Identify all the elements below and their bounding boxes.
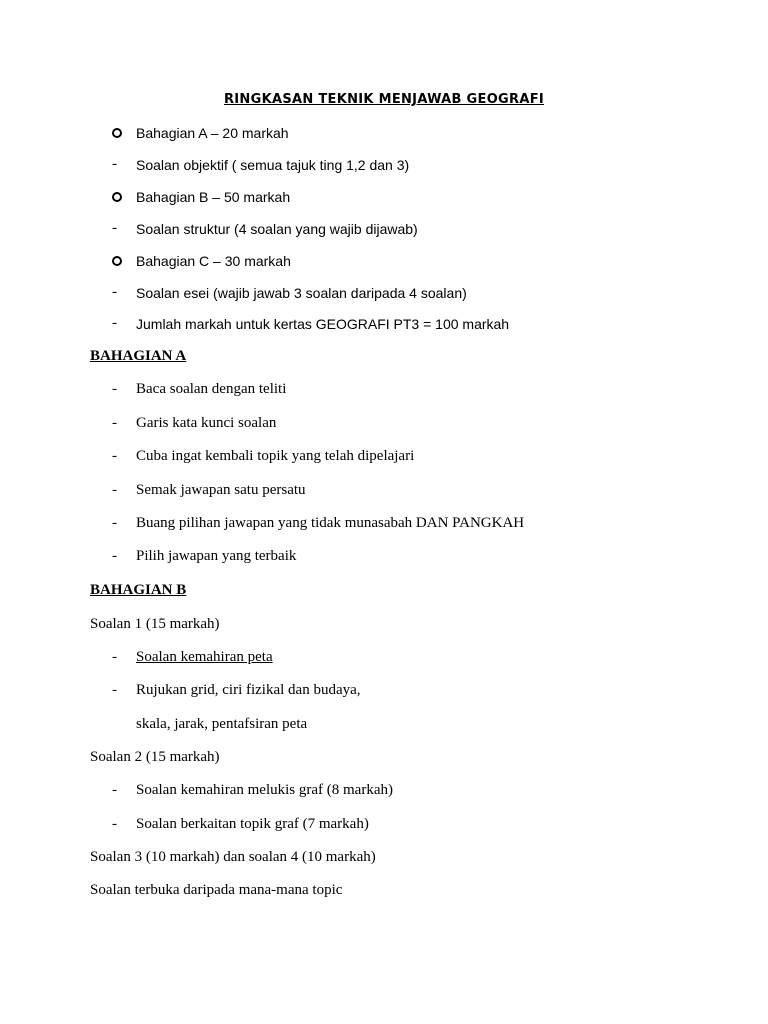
dash-marker: - [112,315,117,331]
list-item: Pilih jawapan yang terbaik [136,548,297,564]
summary-item: Soalan struktur (4 soalan yang wajib dijawab) [136,221,418,237]
list-item: Rujukan grid, ciri fizikal dan budaya, [136,682,361,698]
bullet-icon [112,256,122,266]
section-heading-bahagian-a: BAHAGIAN A [90,348,187,364]
summary-item: Jumlah markah untuk kertas GEOGRAFI PT3 = 100 markah [136,316,510,332]
bullet-icon [112,192,122,202]
list-item: Garis kata kunci soalan [136,415,277,431]
dash-marker: - [112,782,117,798]
dash-marker: - [112,816,117,832]
summary-item: Bahagian B – 50 markah [136,189,291,205]
list-item: Semak jawapan satu persatu [136,482,306,498]
question-label: Soalan 3 (10 markah) dan soalan 4 (10 markah) [90,849,376,865]
summary-item: Soalan objektif ( semua tajuk ting 1,2 dan 3) [136,157,410,173]
list-item: Soalan berkaitan topik graf (7 markah) [136,816,369,832]
document-title: RINGKASAN TEKNIK MENJAWAB GEOGRAFI [223,92,545,107]
dash-marker: - [112,448,117,464]
question-label: Soalan 2 (15 markah) [90,749,220,765]
dash-marker: - [112,220,117,236]
dash-marker: - [112,415,117,431]
list-item: Soalan kemahiran melukis graf (8 markah) [136,782,393,798]
dash-marker: - [112,649,117,665]
dash-marker: - [112,156,117,172]
list-item: Cuba ingat kembali topik yang telah dipelajari [136,448,415,464]
dash-marker: - [112,548,117,564]
paragraph: Soalan terbuka daripada mana-mana topic [90,882,343,898]
section-heading-bahagian-b: BAHAGIAN B [90,582,187,598]
dash-marker: - [112,515,117,531]
bullet-icon [112,128,122,138]
dash-marker: - [112,284,117,300]
summary-item: Bahagian C – 30 markah [136,253,291,269]
list-item: Baca soalan dengan teliti [136,381,287,397]
dash-marker: - [112,482,117,498]
summary-item: Soalan esei (wajib jawab 3 soalan daripada 4 soalan) [136,285,467,301]
question-label: Soalan 1 (15 markah) [90,616,220,632]
summary-item: Bahagian A – 20 markah [136,125,289,141]
list-item: Soalan kemahiran peta [136,649,273,665]
list-item-continuation: skala, jarak, pentafsiran peta [136,716,308,732]
list-item: Buang pilihan jawapan yang tidak munasabah DAN PANGKAH [136,515,525,531]
dash-marker: - [112,381,117,397]
dash-marker: - [112,682,117,698]
